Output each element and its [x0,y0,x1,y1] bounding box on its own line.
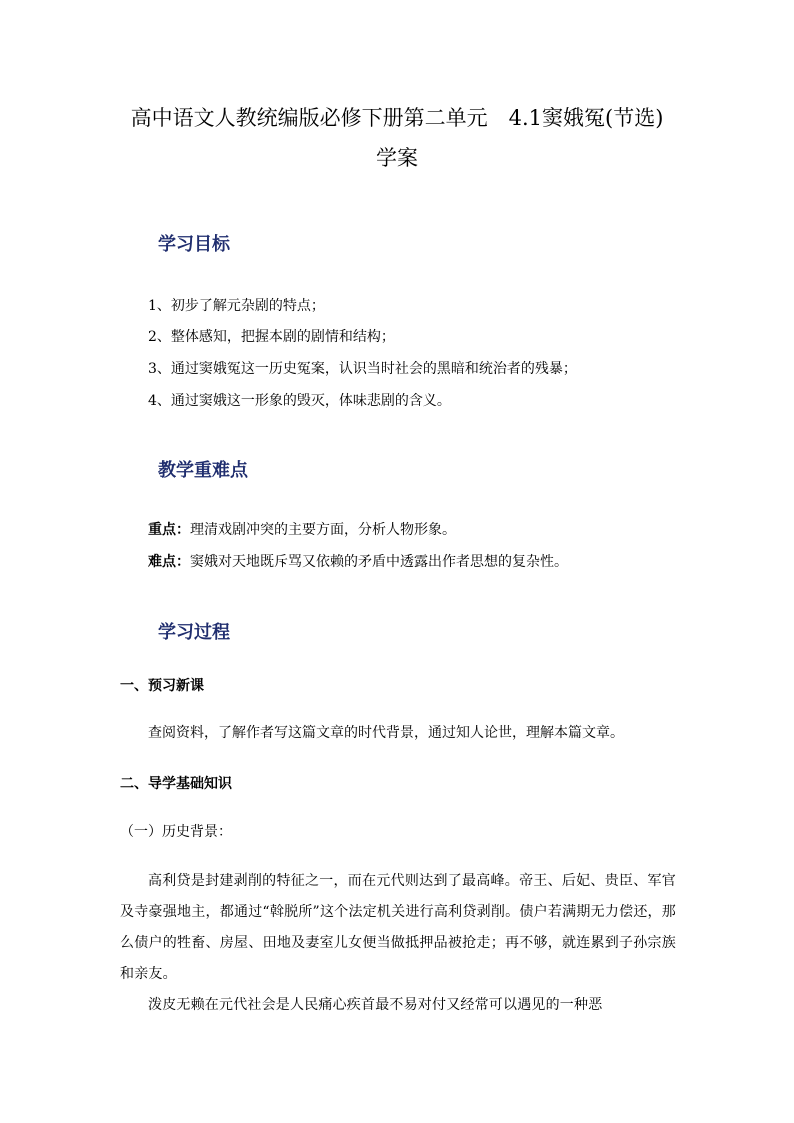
difficulty-line [148,552,568,572]
learning-objectives-heading: 学习目标 [158,234,230,255]
difficulty-text: 窦娥对天地既斥骂又依赖的矛盾中透露出作者思想的复杂性。 [190,554,568,570]
focus-label: 重点： [148,522,190,538]
preview-text: 查阅资料，了解作者写这篇文章的时代背景，通过知人论世，理解本篇文章。 [148,725,624,741]
basic-knowledge-heading: 二、导学基础知识 [120,776,232,792]
difficulty-label: 难点： [148,554,190,570]
objective-item-3: 3、通过窦娥冤这一历史冤案，认识当时社会的黑暗和统治者的残暴； [148,361,577,377]
objective-item-4: 4、通过窦娥这一形象的毁灭，体味悲剧的含义。 [148,393,451,409]
objective-item-1: 1、初步了解元杂剧的特点； [148,298,325,314]
document-title: 高中语文人教统编版必修下册第二单元 4.1窦娥冤(节选) [130,106,664,130]
focus-text: 理清戏剧冲突的主要方面，分析人物形象。 [190,522,456,538]
background-paragraph-1: 高利贷是封建剥削的特征之一，而在元代则达到了最高峰。帝王、后妃、贵臣、军官及寺豪强地主，都通过“斡脱所”这个法定机关进行高利贷剥削。债户若满期无力偿还，那么债户的牲畜、房屋、田地及妻室儿女便当做抵押品被抢走；再不够，就连累到子孙宗族和亲友。 [120,873,676,982]
document-title-line2: 学案 [376,146,418,170]
key-points-heading: 教学重难点 [158,460,248,481]
historical-background-subheading: （一）历史背景： [120,824,232,840]
learning-process-heading: 学习过程 [158,622,230,643]
focus-line [148,520,456,540]
preview-heading: 一、预习新课 [120,678,204,694]
objective-item-2: 2、整体感知，把握本剧的剧情和结构； [148,329,395,345]
background-paragraph-2: 泼皮无赖在元代社会是人民痛心疾首最不易对付又经常可以遇见的一种恶 [148,997,603,1013]
